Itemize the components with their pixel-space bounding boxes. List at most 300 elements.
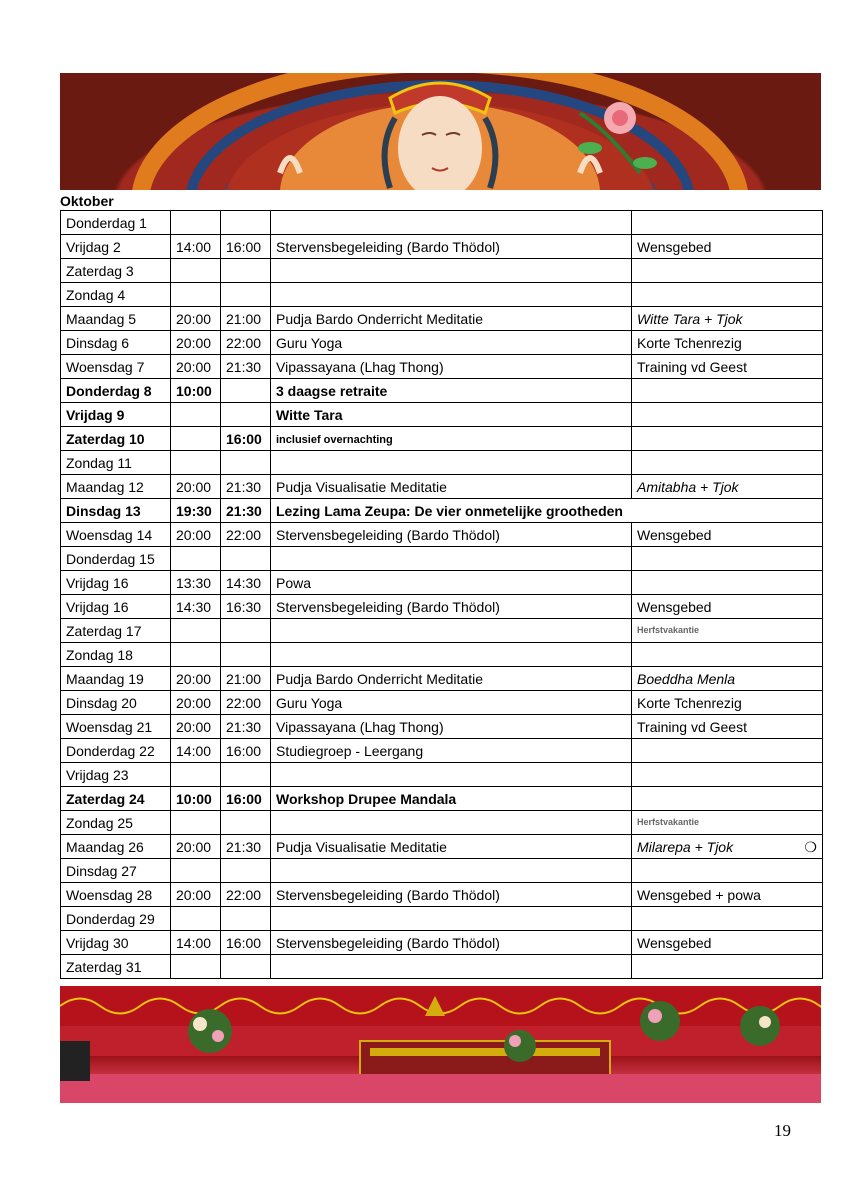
activity-cell-text: Pudja Visualisatie Meditatie [276, 838, 447, 855]
end-time-cell [221, 403, 271, 427]
day-cell [61, 859, 171, 883]
activity-cell-text: Vipassayana (Lhag Thong) [276, 358, 444, 375]
start-time-cell-text: 20:00 [176, 838, 212, 855]
day-cell [61, 283, 171, 307]
activity-cell-text: Stervensbegeleiding (Bardo Thödol) [276, 526, 500, 543]
day-cell [61, 763, 171, 787]
start-time-cell-text: 20:00 [176, 310, 212, 327]
start-time-cell-text: 14:30 [176, 598, 212, 615]
day-cell [61, 739, 171, 763]
activity-cell [271, 571, 632, 595]
note-cell [632, 715, 823, 739]
note-cell [632, 835, 823, 859]
end-time-cell [221, 835, 271, 859]
activity-cell-text: Stervensbegeleiding (Bardo Thödol) [276, 886, 500, 903]
activity-cell-text: Vipassayana (Lhag Thong) [276, 718, 444, 735]
schedule-table [60, 210, 823, 979]
end-time-cell-text: 16:30 [226, 598, 262, 615]
start-time-cell [171, 835, 221, 859]
start-time-cell [171, 451, 221, 475]
moon-icon: ❍ [804, 838, 817, 855]
schedule-row [61, 523, 823, 547]
day-cell-text: Donderdag 8 [66, 382, 152, 399]
end-time-cell-text: 21:30 [226, 718, 262, 735]
schedule-row [61, 907, 823, 931]
start-time-cell [171, 715, 221, 739]
day-cell [61, 235, 171, 259]
day-cell [61, 643, 171, 667]
end-time-cell [221, 307, 271, 331]
note-cell [632, 235, 823, 259]
end-time-cell [221, 883, 271, 907]
day-cell [61, 427, 171, 451]
end-time-cell-text: 14:30 [226, 574, 262, 591]
start-time-cell [171, 547, 221, 571]
day-cell [61, 547, 171, 571]
end-time-cell [221, 667, 271, 691]
activity-cell-text: inclusief overnachting [276, 433, 393, 446]
day-cell-text: Dinsdag 6 [66, 334, 130, 351]
activity-cell-text: 3 daagse retraite [276, 382, 388, 399]
activity-cell [271, 547, 632, 571]
end-time-cell-text: 21:30 [226, 838, 262, 855]
start-time-cell [171, 427, 221, 451]
schedule-row [61, 499, 823, 523]
start-time-cell [171, 955, 221, 979]
end-time-cell-text: 22:00 [226, 334, 262, 351]
end-time-cell [221, 451, 271, 475]
day-cell [61, 955, 171, 979]
day-cell [61, 355, 171, 379]
page-number: 19 [774, 1121, 791, 1140]
activity-cell-text: Studiegroep - Leergang [276, 742, 424, 759]
activity-cell [271, 907, 632, 931]
end-time-cell [221, 811, 271, 835]
start-time-cell [171, 691, 221, 715]
schedule-row [61, 427, 823, 451]
start-time-cell [171, 235, 221, 259]
day-cell-text: Zaterdag 24 [66, 790, 145, 807]
start-time-cell-text: 20:00 [176, 478, 212, 495]
day-cell [61, 691, 171, 715]
activity-cell [271, 307, 632, 331]
start-time-cell [171, 931, 221, 955]
start-time-cell [171, 787, 221, 811]
start-time-cell [171, 211, 221, 235]
day-cell-text: Vrijdag 9 [66, 406, 125, 423]
start-time-cell [171, 403, 221, 427]
note-cell [632, 619, 823, 643]
end-time-cell [221, 427, 271, 451]
activity-cell [271, 883, 632, 907]
start-time-cell [171, 307, 221, 331]
schedule-row [61, 787, 823, 811]
activity-cell [271, 499, 823, 523]
end-time-cell-text: 21:30 [226, 358, 262, 375]
day-cell-text: Vrijdag 30 [66, 934, 129, 951]
day-cell-text: Zaterdag 10 [66, 430, 145, 447]
activity-cell [271, 379, 632, 403]
start-time-cell [171, 475, 221, 499]
deity-painting-illustration [60, 73, 821, 190]
start-time-cell [171, 811, 221, 835]
activity-cell [271, 859, 632, 883]
note-cell-text: Witte Tara + Tjok [637, 310, 743, 327]
day-cell [61, 259, 171, 283]
activity-cell [271, 811, 632, 835]
end-time-cell [221, 859, 271, 883]
day-cell-text: Zaterdag 3 [66, 262, 134, 279]
activity-cell-text: Lezing Lama Zeupa: De vier onmetelijke grootheden [276, 502, 623, 519]
day-cell [61, 475, 171, 499]
end-time-cell [221, 523, 271, 547]
day-cell [61, 835, 171, 859]
day-cell-text: Donderdag 22 [66, 742, 155, 759]
end-time-cell-text: 21:30 [226, 502, 262, 519]
end-time-cell [221, 787, 271, 811]
day-cell [61, 403, 171, 427]
day-cell-text: Woensdag 14 [66, 526, 153, 543]
note-cell [632, 355, 823, 379]
end-time-cell-text: 21:00 [226, 670, 262, 687]
end-time-cell [221, 331, 271, 355]
schedule-row [61, 691, 823, 715]
day-cell-text: Zaterdag 31 [66, 958, 142, 975]
note-cell [632, 283, 823, 307]
start-time-cell-text: 10:00 [176, 382, 212, 399]
activity-cell [271, 619, 632, 643]
schedule-row [61, 235, 823, 259]
start-time-cell-text: 19:30 [176, 502, 212, 519]
note-cell-text: Training vd Geest [637, 718, 747, 735]
end-time-cell [221, 499, 271, 523]
end-time-cell [221, 619, 271, 643]
note-cell-text: Wensgebed [637, 598, 712, 615]
day-cell-text: Zondag 25 [66, 814, 133, 831]
start-time-cell [171, 283, 221, 307]
day-cell [61, 787, 171, 811]
activity-cell [271, 787, 632, 811]
note-cell [632, 955, 823, 979]
activity-cell [271, 331, 632, 355]
schedule-row [61, 451, 823, 475]
activity-cell-text: Guru Yoga [276, 334, 343, 351]
start-time-cell [171, 523, 221, 547]
schedule-row [61, 571, 823, 595]
schedule-row [61, 595, 823, 619]
day-cell [61, 379, 171, 403]
start-time-cell-text: 20:00 [176, 694, 212, 711]
shrine-illustration [60, 986, 821, 1103]
day-cell [61, 499, 171, 523]
note-cell [632, 451, 823, 475]
note-cell [632, 811, 823, 835]
start-time-cell-text: 20:00 [176, 358, 212, 375]
day-cell [61, 715, 171, 739]
day-cell-text: Vrijdag 16 [66, 598, 129, 615]
activity-cell [271, 739, 632, 763]
activity-cell [271, 835, 632, 859]
activity-cell-text: Pudja Bardo Onderricht Meditatie [276, 310, 483, 327]
day-cell [61, 883, 171, 907]
day-cell-text: Dinsdag 20 [66, 694, 137, 711]
day-cell [61, 451, 171, 475]
end-time-cell-text: 22:00 [226, 694, 262, 711]
end-time-cell [221, 691, 271, 715]
end-time-cell [221, 475, 271, 499]
activity-cell [271, 691, 632, 715]
start-time-cell-text: 14:00 [176, 238, 212, 255]
start-time-cell [171, 763, 221, 787]
activity-cell-text: Stervensbegeleiding (Bardo Thödol) [276, 598, 500, 615]
activity-cell-text: Guru Yoga [276, 694, 343, 711]
day-cell-text: Donderdag 1 [66, 214, 147, 231]
start-time-cell-text: 14:00 [176, 934, 212, 951]
day-cell-text: Vrijdag 16 [66, 574, 129, 591]
activity-cell [271, 715, 632, 739]
end-time-cell [221, 571, 271, 595]
end-time-cell-text: 16:00 [226, 430, 262, 447]
day-cell-text: Donderdag 29 [66, 910, 155, 927]
activity-cell [271, 403, 632, 427]
start-time-cell [171, 259, 221, 283]
day-cell-text: Zondag 4 [66, 286, 126, 303]
day-cell-text: Zondag 11 [66, 454, 132, 471]
activity-cell [271, 523, 632, 547]
day-cell-text: Maandag 26 [66, 838, 144, 855]
note-cell [632, 211, 823, 235]
note-cell-text: Wensgebed [637, 238, 712, 255]
start-time-cell-text: 20:00 [176, 670, 212, 687]
activity-cell [271, 211, 632, 235]
schedule-row [61, 379, 823, 403]
note-cell [632, 883, 823, 907]
note-cell [632, 547, 823, 571]
schedule-row [61, 403, 823, 427]
end-time-cell [221, 931, 271, 955]
note-cell [632, 475, 823, 499]
activity-cell [271, 763, 632, 787]
activity-cell-text: Stervensbegeleiding (Bardo Thödol) [276, 934, 500, 951]
note-cell [632, 595, 823, 619]
activity-cell [271, 595, 632, 619]
schedule-row [61, 715, 823, 739]
start-time-cell [171, 643, 221, 667]
month-heading: Oktober [60, 193, 114, 209]
start-time-cell-text: 10:00 [176, 790, 212, 807]
note-cell-text: Milarepa + Tjok [637, 838, 734, 855]
note-cell-text: Korte Tchenrezig [637, 694, 742, 711]
start-time-cell-text: 20:00 [176, 334, 212, 351]
schedule-row [61, 283, 823, 307]
end-time-cell [221, 547, 271, 571]
activity-cell-text: Stervensbegeleiding (Bardo Thödol) [276, 238, 500, 255]
schedule-row [61, 811, 823, 835]
day-cell-text: Vrijdag 2 [66, 238, 121, 255]
end-time-cell [221, 235, 271, 259]
day-cell-text: Dinsdag 27 [66, 862, 137, 879]
footer-image-shrine [60, 986, 821, 1103]
schedule-row [61, 883, 823, 907]
schedule-row [61, 763, 823, 787]
end-time-cell [221, 595, 271, 619]
end-time-cell-text: 21:30 [226, 478, 262, 495]
activity-cell [271, 259, 632, 283]
activity-cell [271, 283, 632, 307]
end-time-cell [221, 763, 271, 787]
schedule-row [61, 259, 823, 283]
activity-cell-text: Workshop Drupee Mandala [276, 790, 457, 807]
schedule-row [61, 667, 823, 691]
day-cell-text: Vrijdag 23 [66, 766, 129, 783]
note-cell-text: Training vd Geest [637, 358, 747, 375]
activity-cell [271, 427, 632, 451]
day-cell [61, 211, 171, 235]
start-time-cell [171, 619, 221, 643]
note-cell-text: Boeddha Menla [637, 670, 736, 687]
day-cell-text: Woensdag 21 [66, 718, 153, 735]
end-time-cell-text: 21:00 [226, 310, 262, 327]
day-cell-text: Zaterdag 17 [66, 622, 142, 639]
day-cell-text: Maandag 12 [66, 478, 144, 495]
activity-cell [271, 643, 632, 667]
end-time-cell-text: 22:00 [226, 886, 262, 903]
schedule-row [61, 211, 823, 235]
note-cell-text: Korte Tchenrezig [637, 334, 742, 351]
day-cell [61, 907, 171, 931]
activity-cell [271, 355, 632, 379]
activity-cell [271, 235, 632, 259]
note-cell [632, 307, 823, 331]
note-cell [632, 691, 823, 715]
end-time-cell [221, 955, 271, 979]
day-cell [61, 667, 171, 691]
activity-cell-text: Pudja Visualisatie Meditatie [276, 478, 447, 495]
start-time-cell-text: 20:00 [176, 718, 212, 735]
schedule-row [61, 547, 823, 571]
schedule-row [61, 931, 823, 955]
header-image-deity-painting [60, 73, 821, 190]
end-time-cell [221, 211, 271, 235]
day-cell [61, 931, 171, 955]
day-cell-text: Dinsdag 13 [66, 502, 141, 519]
end-time-cell [221, 715, 271, 739]
activity-cell [271, 955, 632, 979]
note-cell-text: Herfstvakantie [637, 817, 700, 827]
note-cell [632, 379, 823, 403]
end-time-cell [221, 259, 271, 283]
note-cell-text: Wensgebed [637, 526, 712, 543]
day-cell-text: Zondag 18 [66, 646, 133, 663]
end-time-cell-text: 22:00 [226, 526, 262, 543]
note-cell [632, 859, 823, 883]
start-time-cell [171, 667, 221, 691]
note-cell [632, 907, 823, 931]
note-cell [632, 331, 823, 355]
note-cell [632, 763, 823, 787]
note-cell [632, 523, 823, 547]
start-time-cell [171, 499, 221, 523]
schedule-row [61, 835, 823, 859]
schedule-row [61, 619, 823, 643]
end-time-cell-text: 16:00 [226, 742, 262, 759]
day-cell [61, 619, 171, 643]
end-time-cell [221, 355, 271, 379]
day-cell-text: Woensdag 7 [66, 358, 145, 375]
day-cell [61, 307, 171, 331]
schedule-row [61, 643, 823, 667]
schedule-row [61, 859, 823, 883]
note-cell [632, 931, 823, 955]
note-cell [632, 667, 823, 691]
end-time-cell [221, 643, 271, 667]
start-time-cell [171, 571, 221, 595]
note-cell [632, 739, 823, 763]
activity-cell [271, 667, 632, 691]
start-time-cell [171, 331, 221, 355]
schedule-row [61, 331, 823, 355]
note-cell [632, 787, 823, 811]
day-cell [61, 811, 171, 835]
start-time-cell [171, 355, 221, 379]
activity-cell [271, 475, 632, 499]
start-time-cell [171, 379, 221, 403]
start-time-cell-text: 14:00 [176, 742, 212, 759]
note-cell [632, 427, 823, 451]
schedule-row [61, 739, 823, 763]
note-cell [632, 259, 823, 283]
day-cell [61, 595, 171, 619]
end-time-cell-text: 16:00 [226, 790, 262, 807]
schedule-row [61, 475, 823, 499]
schedule-body [61, 211, 823, 979]
activity-cell [271, 451, 632, 475]
day-cell-text: Woensdag 28 [66, 886, 153, 903]
day-cell [61, 523, 171, 547]
start-time-cell [171, 595, 221, 619]
day-cell-text: Donderdag 15 [66, 550, 155, 567]
note-cell [632, 403, 823, 427]
start-time-cell [171, 859, 221, 883]
start-time-cell [171, 739, 221, 763]
day-cell [61, 571, 171, 595]
activity-cell [271, 931, 632, 955]
note-cell-text: Amitabha + Tjok [637, 478, 739, 495]
activity-cell-text: Pudja Bardo Onderricht Meditatie [276, 670, 483, 687]
note-cell-text: Wensgebed + powa [637, 886, 761, 903]
day-cell-text: Maandag 5 [66, 310, 137, 327]
start-time-cell-text: 20:00 [176, 526, 212, 543]
day-cell-text: Maandag 19 [66, 670, 144, 687]
note-cell-text: Wensgebed [637, 934, 712, 951]
schedule-row [61, 355, 823, 379]
activity-cell-text: Witte Tara [276, 406, 343, 423]
schedule-row [61, 307, 823, 331]
end-time-cell-text: 16:00 [226, 238, 262, 255]
start-time-cell [171, 907, 221, 931]
schedule-row [61, 955, 823, 979]
start-time-cell [171, 883, 221, 907]
note-cell [632, 643, 823, 667]
start-time-cell-text: 13:30 [176, 574, 212, 591]
end-time-cell-text: 16:00 [226, 934, 262, 951]
note-cell-text: Herfstvakantie [637, 625, 700, 635]
end-time-cell [221, 283, 271, 307]
end-time-cell [221, 907, 271, 931]
activity-cell-text: Powa [276, 574, 312, 591]
note-cell [632, 571, 823, 595]
day-cell [61, 331, 171, 355]
